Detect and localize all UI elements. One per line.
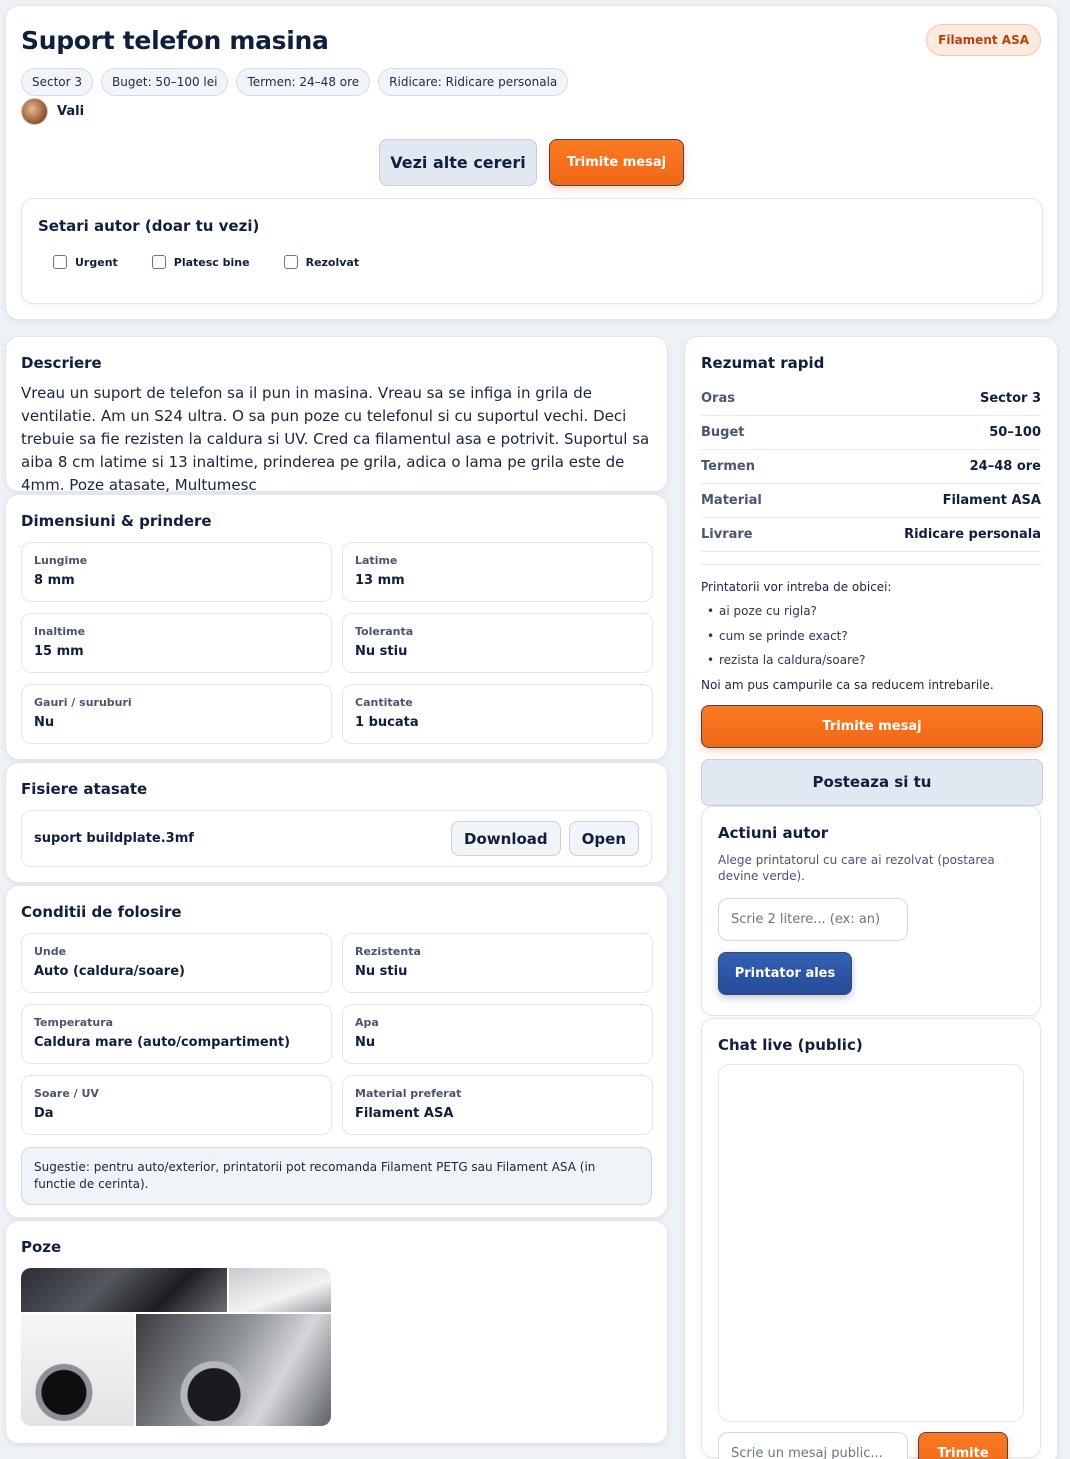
- dimensions-grid: [21, 542, 652, 744]
- summary-key: Oras: [701, 391, 735, 406]
- field-value: Auto (caldura/soare): [34, 964, 185, 979]
- usage-conditions-title: Conditii de folosire: [21, 903, 182, 921]
- field-value: Caldura mare (auto/compartiment): [34, 1035, 291, 1050]
- questions-list: [701, 599, 1041, 673]
- chip-delivery: Ridicare: Ridicare personala: [378, 68, 568, 96]
- post-too-button[interactable]: Posteaza si tu: [701, 759, 1043, 806]
- dimensions-section: [5, 494, 668, 760]
- usage-conditions-section: [5, 885, 668, 1218]
- field-value: 15 mm: [34, 644, 84, 659]
- option-solved[interactable]: [284, 255, 360, 269]
- field-length: [21, 542, 332, 602]
- field-label: Inaltime: [34, 625, 86, 638]
- field-sun-uv: [21, 1075, 332, 1135]
- chat-send-button[interactable]: Trimite: [918, 1432, 1008, 1459]
- file-actions: [451, 821, 639, 856]
- summary-key: Buget: [701, 425, 745, 440]
- open-button[interactable]: Open: [569, 821, 639, 856]
- author-settings-options: [38, 255, 1026, 269]
- field-label: Lungime: [34, 554, 88, 567]
- field-label: Apa: [355, 1016, 379, 1029]
- field-value: 13 mm: [355, 573, 405, 588]
- author-actions-text: Alege printatorul cu care ai rezolvat (postarea devine verde).: [718, 852, 995, 883]
- field-label: Toleranta: [355, 625, 414, 638]
- summary-value: Sector 3: [979, 391, 1041, 406]
- field-label: Cantitate: [355, 696, 413, 709]
- author-info[interactable]: [21, 98, 84, 125]
- field-label: Unde: [34, 945, 67, 958]
- author-actions-panel: [701, 806, 1041, 1016]
- field-temperature: [21, 1004, 332, 1064]
- field-holes-screws: [21, 684, 332, 744]
- chat-message-input[interactable]: [718, 1432, 908, 1459]
- questions-outro: Noi am pus campurile ca sa reducem intrebarile.: [701, 677, 994, 692]
- option-urgent-label: Urgent: [75, 255, 118, 269]
- summary-value: 50–100: [989, 425, 1041, 440]
- dimensions-title: Dimensiuni & prindere: [21, 512, 212, 530]
- download-button[interactable]: Download: [451, 821, 561, 856]
- avatar[interactable]: [21, 98, 48, 125]
- summary-row: [701, 416, 1041, 450]
- photo-vent-mount[interactable]: [136, 1314, 331, 1426]
- author-settings-title: Setari autor (doar tu vezi): [38, 217, 260, 235]
- summary-row: [701, 484, 1041, 518]
- description-text: Vreau un suport de telefon sa il pun in masina. Vreau sa se infiga in grila de ventilatie. Am un S24 ultra. O sa pun poze cu telefonul si cu suportul vechi. Deci trebuie sa fie rezisten la caldura si UV. Cred ca filamentul asa e potrivit. Suportul sa aiba 8 cm latime si 13 inaltime, prinderea pe grila, adica o lama pe grila este de 4mm. Poze atasate, Multumesc: [21, 384, 650, 494]
- divider: [701, 564, 1041, 565]
- summary-title: Rezumat rapid: [701, 354, 825, 372]
- list-item: • cum se prinde exact?: [707, 624, 1041, 649]
- option-pays-well[interactable]: [152, 255, 250, 269]
- photo-interior-light[interactable]: [229, 1268, 331, 1312]
- file-row: [21, 810, 652, 867]
- photos-section: [5, 1220, 668, 1444]
- field-value: 8 mm: [34, 573, 75, 588]
- author-actions-title: Actiuni autor: [718, 823, 829, 842]
- urgent-checkbox[interactable]: [53, 255, 67, 269]
- chip-location: Sector 3: [21, 68, 93, 96]
- summary-key: Termen: [701, 459, 755, 474]
- field-height: [21, 613, 332, 673]
- page-title: Suport telefon masina: [21, 26, 329, 55]
- sidebar-send-message-button[interactable]: Trimite mesaj: [701, 705, 1043, 748]
- field-value: Nu stiu: [355, 644, 408, 659]
- field-resistance: [342, 933, 653, 993]
- option-urgent[interactable]: [53, 255, 118, 269]
- field-value: Filament ASA: [355, 1106, 454, 1121]
- attached-files-title: Fisiere atasate: [21, 780, 148, 798]
- suggestion-note: Sugestie: pentru auto/exterior, printatorii pot recomanda Filament PETG sau Filament ASA (in functie de cerinta).: [21, 1147, 652, 1205]
- attached-files-section: [5, 762, 668, 883]
- field-value: Nu: [34, 715, 55, 730]
- photo-car-dashboard[interactable]: [21, 1268, 227, 1312]
- field-label: Temperatura: [34, 1016, 114, 1029]
- author-settings-panel: [21, 198, 1043, 304]
- summary-row: [701, 382, 1041, 416]
- option-solved-label: Rezolvat: [305, 255, 360, 269]
- summary-row: [701, 518, 1041, 552]
- conditions-grid: [21, 933, 652, 1135]
- chip-deadline: Termen: 24–48 ore: [236, 68, 370, 96]
- field-value: 1 bucata: [355, 715, 419, 730]
- chat-messages-area[interactable]: [718, 1064, 1024, 1422]
- summary-row: [701, 450, 1041, 484]
- live-chat-panel: [701, 1018, 1041, 1458]
- pays-well-checkbox[interactable]: [152, 255, 166, 269]
- chosen-printer-button[interactable]: Printator ales: [718, 952, 852, 995]
- field-label: Latime: [355, 554, 398, 567]
- summary-value: Ridicare personala: [904, 527, 1041, 542]
- list-item: • ai poze cu rigla?: [707, 599, 1041, 624]
- field-value: Da: [34, 1106, 54, 1121]
- solved-checkbox[interactable]: [284, 255, 298, 269]
- photo-collage[interactable]: [21, 1268, 331, 1426]
- sidebar-summary: [684, 336, 1058, 1459]
- description-section: [5, 336, 668, 492]
- summary-list: [701, 382, 1041, 552]
- summary-key: Material: [701, 493, 762, 508]
- field-water: [342, 1004, 653, 1064]
- chat-input-row: [718, 1432, 1024, 1459]
- summary-key: Livrare: [701, 527, 753, 542]
- field-quantity: [342, 684, 653, 744]
- header-actions: [379, 139, 684, 186]
- request-header-card: [5, 5, 1058, 320]
- photo-magnetic-mount[interactable]: [21, 1314, 134, 1426]
- photos-title: Poze: [21, 1238, 62, 1256]
- questions-intro: Printatorii vor intreba de obicei:: [701, 580, 892, 594]
- field-preferred-material: [342, 1075, 653, 1135]
- field-label: Soare / UV: [34, 1087, 99, 1100]
- send-message-button[interactable]: Trimite mesaj: [549, 139, 684, 186]
- summary-value: Filament ASA: [942, 493, 1041, 508]
- field-label: Gauri / suruburi: [34, 696, 132, 709]
- summary-value: 24–48 ore: [969, 459, 1041, 474]
- field-label: Material preferat: [355, 1087, 462, 1100]
- author-name[interactable]: Vali: [57, 104, 85, 119]
- field-value: Nu: [355, 1035, 376, 1050]
- option-pays-well-label: Platesc bine: [173, 255, 250, 269]
- see-other-requests-button[interactable]: Vezi alte cereri: [379, 139, 537, 186]
- printer-search-input[interactable]: [718, 898, 908, 941]
- live-chat-title: Chat live (public): [718, 1035, 863, 1054]
- material-badge: Filament ASA: [926, 24, 1041, 56]
- chip-budget: Buget: 50–100 lei: [101, 68, 228, 96]
- field-value: Nu stiu: [355, 964, 408, 979]
- tag-chips: [21, 68, 568, 96]
- field-where: [21, 933, 332, 993]
- list-item: • rezista la caldura/soare?: [707, 648, 1041, 673]
- file-name: suport buildplate.3mf: [34, 831, 194, 846]
- field-width: [342, 542, 653, 602]
- field-label: Rezistenta: [355, 945, 421, 958]
- field-tolerance: [342, 613, 653, 673]
- description-title: Descriere: [21, 354, 102, 372]
